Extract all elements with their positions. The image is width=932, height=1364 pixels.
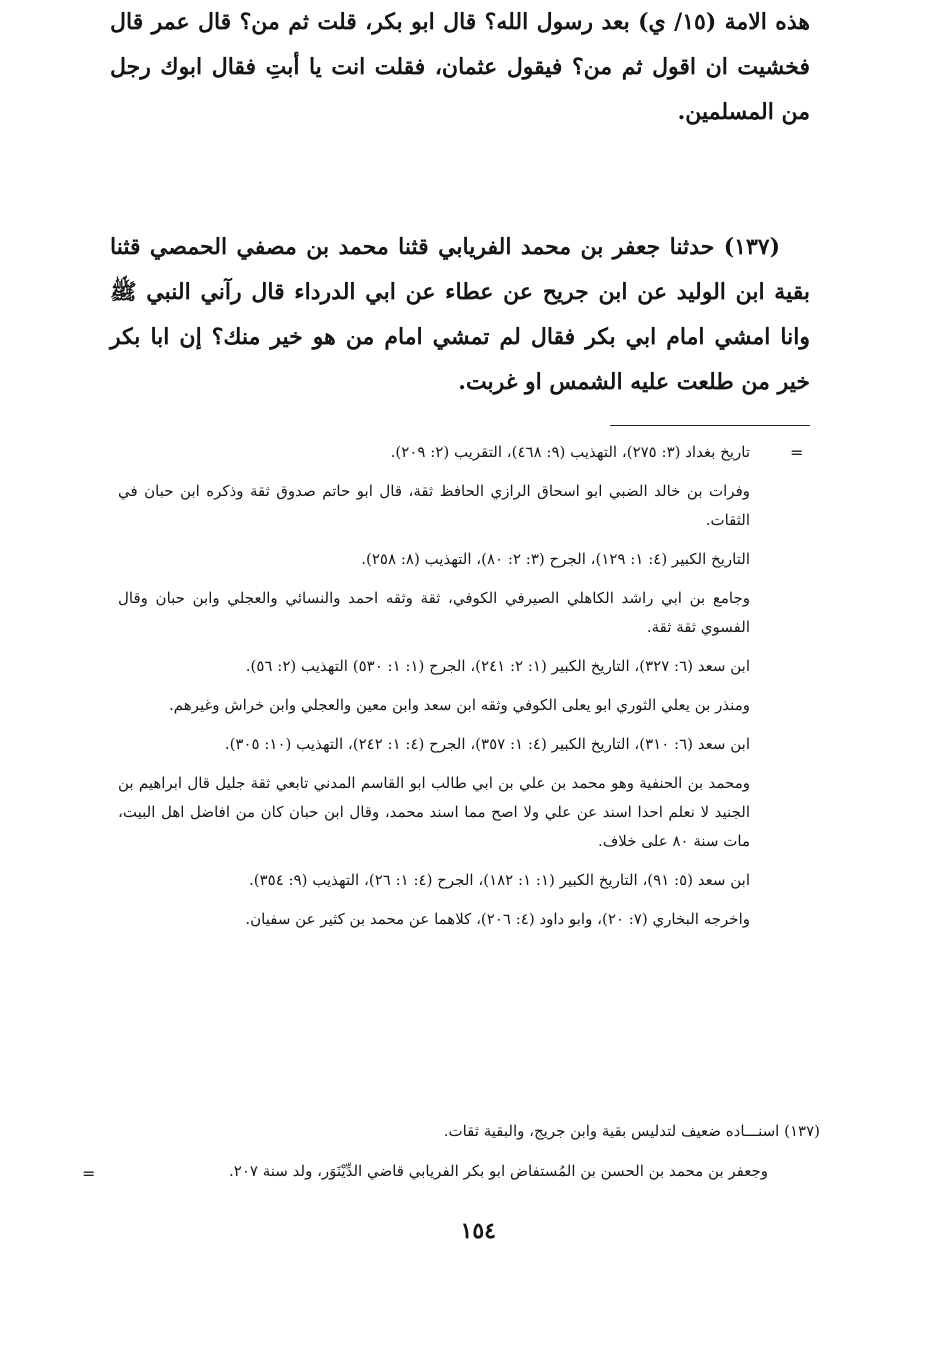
paragraph-1: هذه الامة (١٥/ ي) بعد رسول الله؟ قال ابو بكر، قلت ثم من؟ قال عمر قال فخشيت ان اقول ثم من؟ فيقول عثمان، فقلت انت يا أبتِ فقال ابوك رجل من المسلمين. [110, 9, 810, 125]
footnote-jafar: وجعفر بن محمد بن الحسن بن المُستفاض ابو بكر الفريابي قاضي الدِّيْنَوَر، ولد سنة ٢٠٧. [229, 1162, 768, 1180]
footnote-item: واخرجه البخاري (٧: ٢٠)، وابو داود (٤: ٢٠٦)، كلاهما عن محمد بن كثير عن سفيان. [245, 910, 750, 928]
footnote-item: وجامع بن ابي راشد الكاهلي الصيرفي الكوفي، ثقة وثقه احمد والنسائي والعجلي وابن حبان وقال الفسوي ثقة ثقة. [118, 589, 750, 636]
main-text [110, 0, 810, 135]
continues-mark: = [82, 1164, 96, 1183]
page-number: ١٥٤ [460, 1218, 496, 1244]
footnote-item: ابن سعد (٦: ٣٢٧)، التاريخ الكبير (١: ٢: ٢٤١)، الجرح (١: ١: ٥٣٠) التهذيب (٢: ٥٦). [245, 657, 750, 675]
footnote-item: تاريخ بغداد (٣: ٢٧٥)، التهذيب (٩: ٤٦٨)، التقريب (٢: ٢٠٩). [390, 443, 750, 461]
footnote-137: (١٣٧) اسنـــاده ضعيف لتدليس بقية وابن جريج، والبقية ثقات. [443, 1122, 820, 1140]
footnote-separator [610, 425, 810, 426]
footnote-item: ابن سعد (٥: ٩١)، التاريخ الكبير (١: ١: ١٨٢)، الجرح (٤: ١: ٢٦)، التهذيب (٩: ٣٥٤). [248, 871, 750, 889]
main-text-hadith-137 [110, 225, 810, 405]
footnote-item: ومنذر بن يعلي الثوري ابو يعلى الكوفي وثقه ابن سعد وابن معين والعجلي وابن خراش وغيرهم. [169, 696, 750, 714]
footnote-item: وفرات بن خالد الضبي ابو اسحاق الرازي الحافظ ثقة، قال ابو حاتم صدوق ثقة وذكره ابن حبان في الثقات. [118, 482, 750, 529]
footnote-item: ومحمد بن الحنفية وهو محمد بن علي بن ابي طالب ابو القاسم المدني تابعي ثقة جليل قال ابراهيم بن الجنيد لا نعلم احدا اسند عن علي ولا اصح مما اسند محمد، وقال ابن حبان كان من افاضل اهل البيت، مات سنة ٨٠ على خلاف. [118, 774, 751, 850]
footnotes [118, 438, 750, 944]
footnote-item: ابن سعد (٦: ٣١٠)، التاريخ الكبير (٤: ١: ٣٥٧)، الجرح (٤: ١: ٢٤٢)، التهذيب (١٠: ٣٠٥). [224, 735, 750, 753]
footnote-item: التاريخ الكبير (٤: ١: ١٢٩)، الجرح (٣: ٢: ٨٠)، التهذيب (٨: ٢٥٨). [361, 550, 750, 568]
paragraph-2: (١٣٧) حدثنا جعفر بن محمد الفريابي قثنا محمد بن مصفي الحمصي قثنا بقية ابن الوليد عن ابن جريح عن عطاء عن ابي الدرداء قال رآني النبي ﷺ وانا امشي امام ابي بكر فقال لم تمشي امام من هو خير منك؟ إن ابا بكر خير من طلعت عليه الشمس او غربت. [110, 234, 810, 395]
continuation-mark: = [790, 443, 804, 462]
